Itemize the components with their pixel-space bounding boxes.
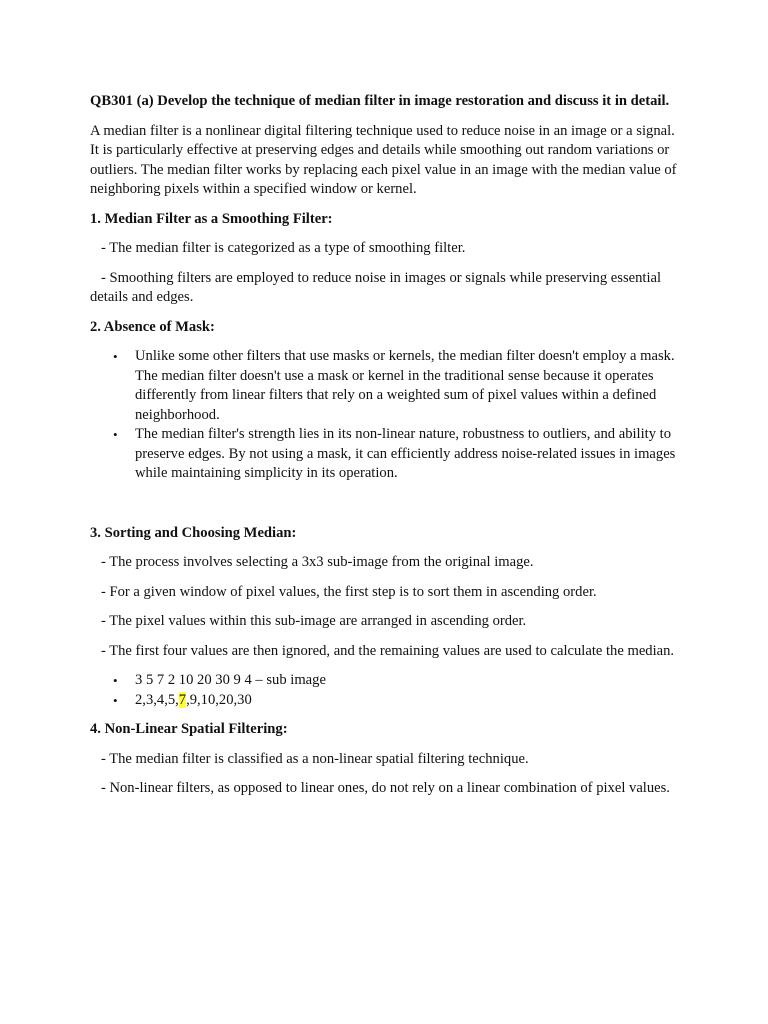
section-1-point-2: [90, 269, 680, 308]
section-3-point-4: [90, 642, 680, 662]
bullet-icon: •: [113, 673, 118, 688]
median-value-highlight: 7: [178, 691, 187, 708]
document-page: [90, 92, 680, 809]
question-title: QB301 (a) Develop the technique of median filter in image restoration and discuss it in detail.: [90, 93, 670, 109]
section-2-bullet-list: [90, 347, 680, 484]
section-1-heading: 1. Median Filter as a Smoothing Filter:: [90, 210, 333, 227]
section-4-point-1: [90, 750, 680, 770]
section-2-bullet-1-text: Unlike some other filters that use masks or kernels, the median filter doesn't employ a mask. The median filter doesn't use a mask or kernel in the traditional sense because it operates differently from linear filters that rely on a weighted sum of pixel values within a defined neighborhood.: [135, 348, 675, 423]
section-spacer: [90, 494, 680, 524]
bullet-icon: •: [113, 427, 118, 442]
section-2-heading: 2. Absence of Mask:: [90, 318, 215, 335]
section-1-point-1: [90, 239, 680, 259]
section-3-point-1-text: - The process involves selecting a 3x3 sub-image from the original image.: [100, 554, 534, 570]
section-1-point-1-text: - The median filter is categorized as a type of smoothing filter.: [100, 240, 466, 256]
list-item: [90, 347, 680, 425]
section-4-point-2-text: - Non-linear filters, as opposed to linear ones, do not rely on a linear combination of pixel values.: [100, 780, 670, 796]
section-3-point-1: [90, 553, 680, 573]
sub-image-values: 3 5 7 2 10 20 30 9 4 – sub image: [135, 672, 326, 688]
section-3-point-2-text: - For a given window of pixel values, the first step is to sort them in ascending order.: [100, 583, 597, 600]
section-4-point-2: [90, 779, 680, 799]
bullet-icon: •: [113, 692, 118, 708]
section-3-point-2: [90, 583, 680, 603]
list-item: [90, 671, 680, 691]
intro-paragraph: A median filter is a nonlinear digital filtering technique used to reduce noise in an image or a signal. It is particularly effective at preserving edges and details while smoothing out random variations or outliers. The median filter works by replacing each pixel value in an image with the median value of neighboring pixels within a specified window or kernel.: [90, 122, 677, 197]
sorted-values-after: ,9,10,20,30: [186, 691, 252, 708]
section-3-point-4-text: - The first four values are then ignored, and the remaining values are used to calculate the median.: [100, 642, 675, 659]
section-3-point-3: [90, 612, 680, 632]
section-3-point-3-text: - The pixel values within this sub-image are arranged in ascending order.: [100, 613, 527, 629]
section-1-point-2-text: - Smoothing filters are employed to reduce noise in images or signals while preserving essential details and edges.: [90, 269, 662, 305]
section-2-bullet-2-text: The median filter's strength lies in its non-linear nature, robustness to outliers, and ability to preserve edges. By not using a mask, it can efficiently address noise-related issues in images while maintaining simplicity in its operation.: [135, 426, 676, 481]
list-item: [90, 691, 680, 711]
section-4-point-1-text: - The median filter is classified as a non-linear spatial filtering technique.: [100, 750, 529, 767]
list-item: [90, 425, 680, 484]
section-3-bullet-list: [90, 671, 680, 710]
section-4-heading: 4. Non-Linear Spatial Filtering:: [90, 721, 288, 737]
bullet-icon: •: [113, 349, 118, 364]
section-3-heading: 3. Sorting and Choosing Median:: [90, 524, 297, 541]
sorted-values-before: 2,3,4,5,: [135, 691, 179, 708]
